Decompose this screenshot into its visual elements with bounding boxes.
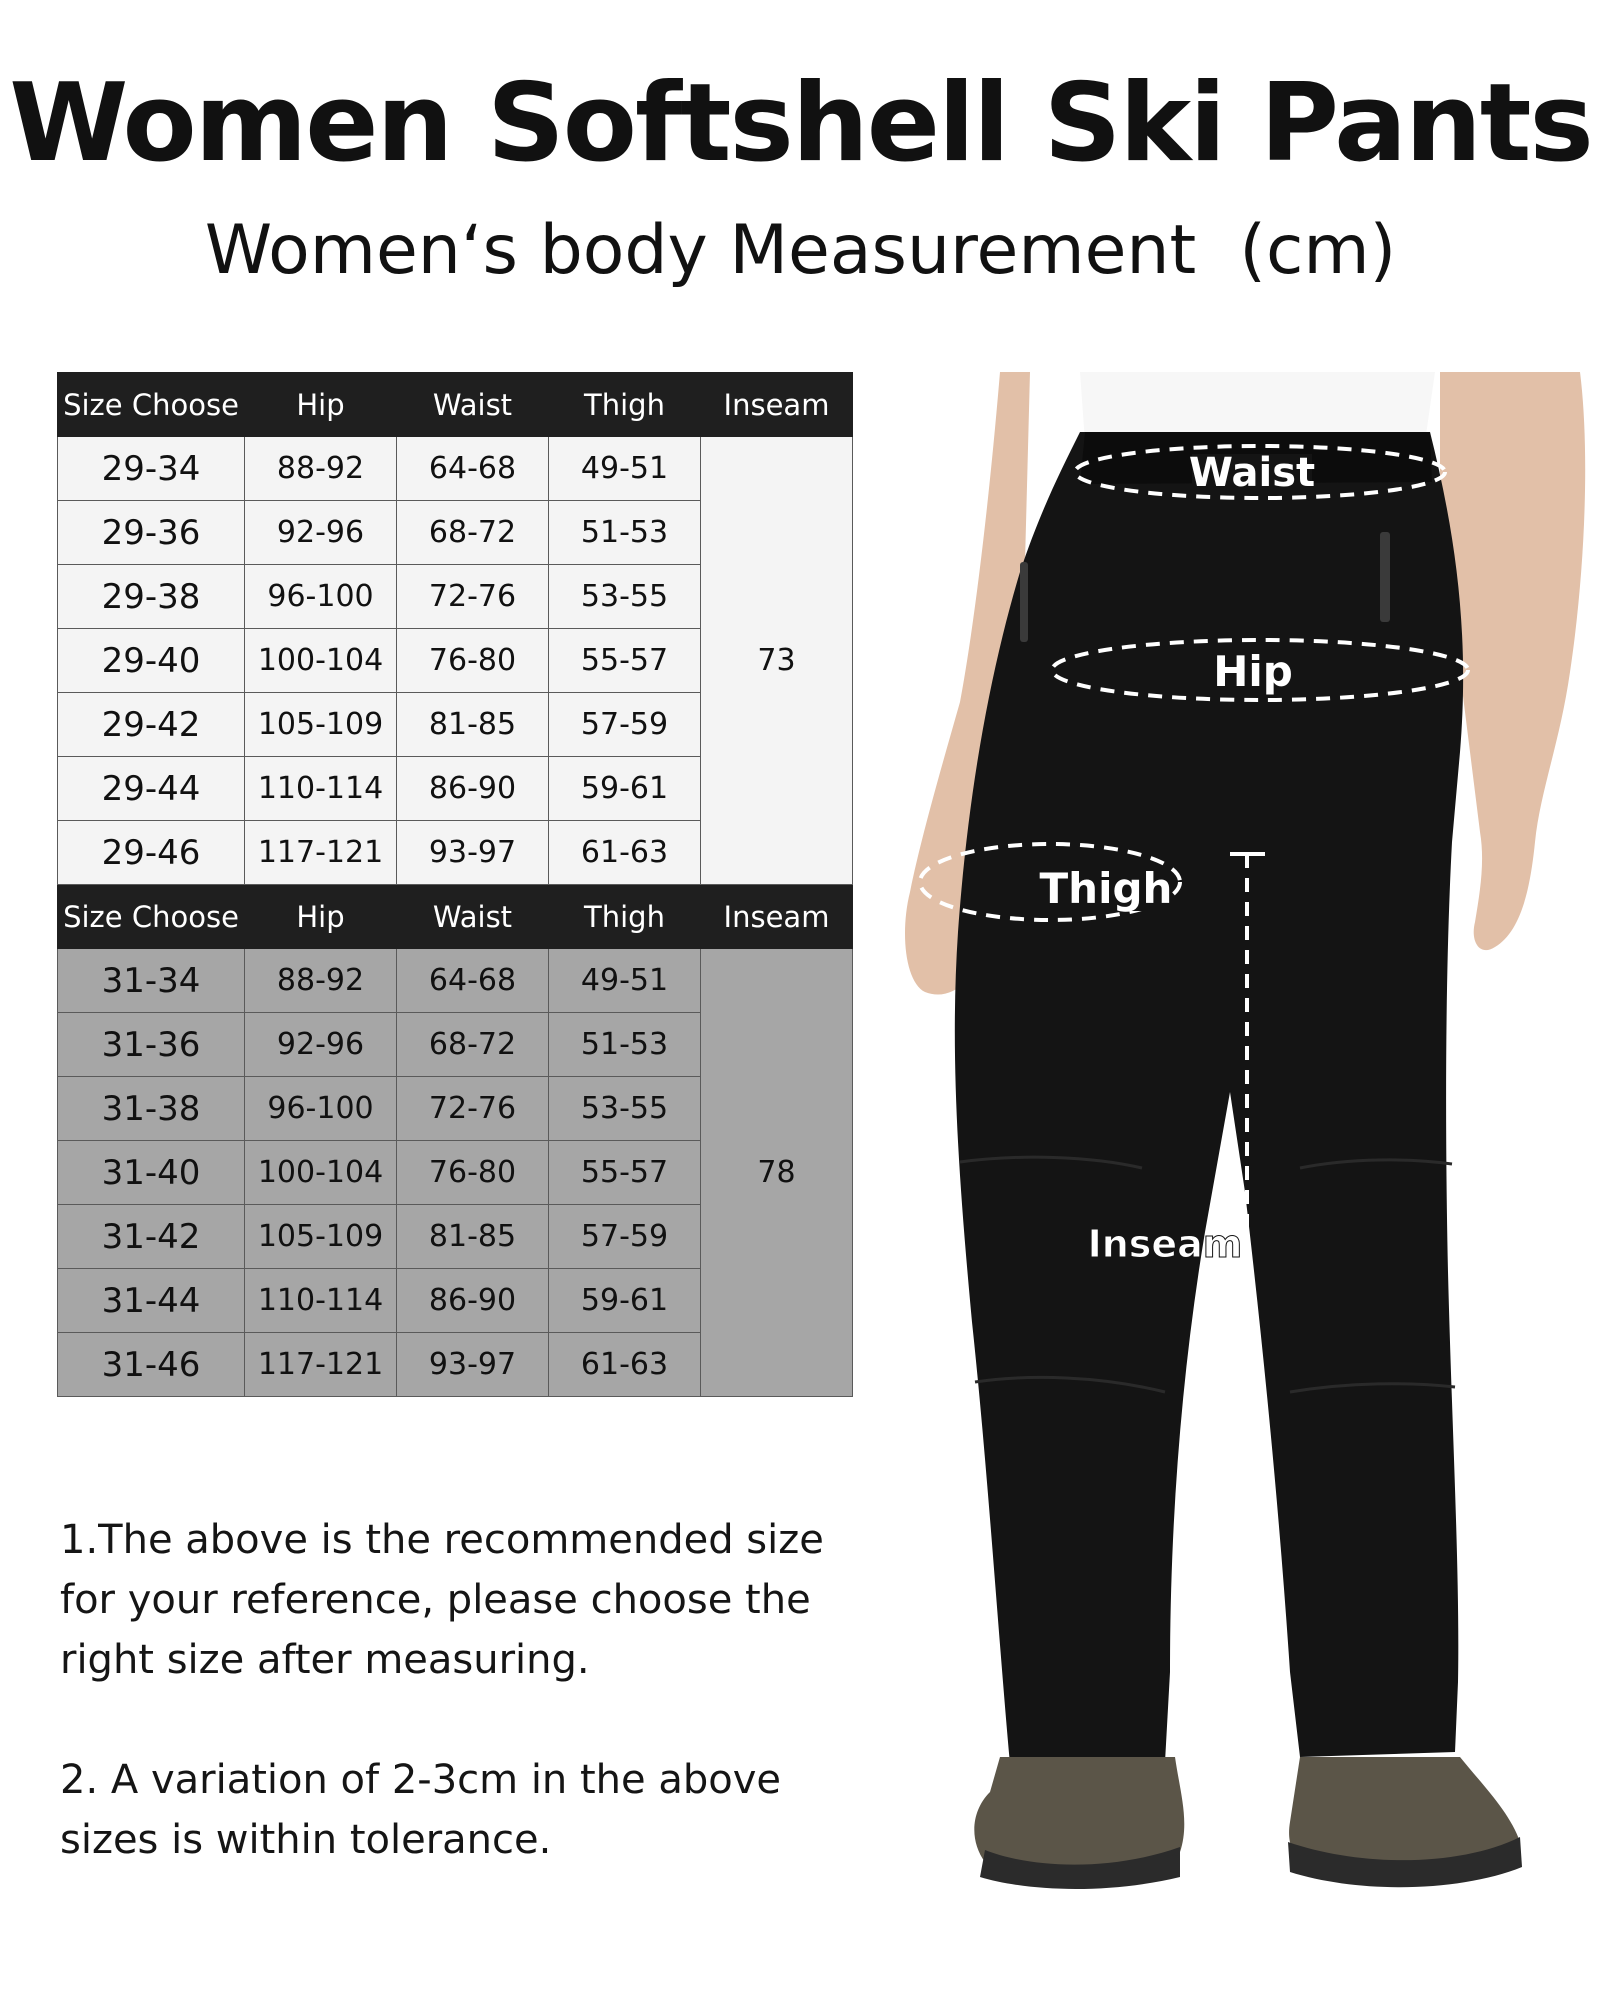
hip-cell: 88-92 <box>245 437 397 501</box>
waist-cell: 64-68 <box>397 949 549 1013</box>
size-cell: 31-34 <box>58 949 245 1013</box>
header-size: Size Choose <box>58 885 245 949</box>
size-chart-table <box>57 372 853 1397</box>
inseam-cell: 73 <box>701 437 853 885</box>
thigh-cell: 49-51 <box>549 949 701 1013</box>
table-row <box>58 949 853 1013</box>
hip-cell: 100-104 <box>245 629 397 693</box>
thigh-cell: 55-57 <box>549 1141 701 1205</box>
thigh-cell: 53-55 <box>549 1077 701 1141</box>
waist-cell: 93-97 <box>397 821 549 885</box>
waist-cell: 81-85 <box>397 693 549 757</box>
thigh-cell: 49-51 <box>549 437 701 501</box>
size-cell: 29-36 <box>58 501 245 565</box>
thigh-cell: 59-61 <box>549 1269 701 1333</box>
hip-cell: 110-114 <box>245 1269 397 1333</box>
header-size: Size Choose <box>58 373 245 437</box>
table-header-row <box>58 373 853 437</box>
size-group-29 <box>58 437 853 885</box>
waist-cell: 72-76 <box>397 565 549 629</box>
left-pocket-zipper <box>1020 562 1028 642</box>
table-row <box>58 437 853 501</box>
hip-cell: 117-121 <box>245 1333 397 1397</box>
waist-cell: 86-90 <box>397 757 549 821</box>
header-thigh: Thigh <box>549 885 701 949</box>
inseam-cell: 78 <box>701 949 853 1397</box>
hip-cell: 105-109 <box>245 693 397 757</box>
waist-cell: 93-97 <box>397 1333 549 1397</box>
black-pants <box>955 432 1463 1764</box>
header-thigh: Thigh <box>549 373 701 437</box>
thigh-cell: 57-59 <box>549 693 701 757</box>
size-group-31 <box>58 885 853 1397</box>
page-title: Women Softshell Ski Pants <box>9 61 1592 186</box>
header-inseam: Inseam <box>701 373 853 437</box>
size-cell: 29-46 <box>58 821 245 885</box>
hip-cell: 105-109 <box>245 1205 397 1269</box>
hip-cell: 96-100 <box>245 565 397 629</box>
thigh-cell: 51-53 <box>549 501 701 565</box>
hip-cell: 92-96 <box>245 1013 397 1077</box>
hip-cell: 110-114 <box>245 757 397 821</box>
thigh-cell: 51-53 <box>549 1013 701 1077</box>
thigh-cell: 55-57 <box>549 629 701 693</box>
header-hip: Hip <box>245 885 397 949</box>
hip-label: Hip <box>1213 647 1293 696</box>
size-cell: 31-42 <box>58 1205 245 1269</box>
size-cell: 31-44 <box>58 1269 245 1333</box>
waist-cell: 86-90 <box>397 1269 549 1333</box>
waist-cell: 68-72 <box>397 1013 549 1077</box>
size-cell: 31-46 <box>58 1333 245 1397</box>
waist-label: Waist <box>1188 450 1316 496</box>
waist-cell: 68-72 <box>397 501 549 565</box>
table-header-row-2 <box>58 885 853 949</box>
size-notes <box>60 1510 860 1930</box>
hip-cell: 92-96 <box>245 501 397 565</box>
thigh-cell: 61-63 <box>549 1333 701 1397</box>
waist-cell: 64-68 <box>397 437 549 501</box>
waist-cell: 81-85 <box>397 1205 549 1269</box>
size-cell: 29-44 <box>58 757 245 821</box>
page-subtitle: Women‘s body Measurement (cm) <box>204 211 1397 290</box>
hip-cell: 117-121 <box>245 821 397 885</box>
thigh-cell: 59-61 <box>549 757 701 821</box>
thigh-cell: 53-55 <box>549 565 701 629</box>
header-waist: Waist <box>397 885 549 949</box>
size-cell: 31-40 <box>58 1141 245 1205</box>
size-cell: 29-38 <box>58 565 245 629</box>
waist-cell: 72-76 <box>397 1077 549 1141</box>
hip-cell: 100-104 <box>245 1141 397 1205</box>
size-cell: 31-38 <box>58 1077 245 1141</box>
thigh-label: Thigh <box>1039 864 1173 913</box>
size-cell: 29-34 <box>58 437 245 501</box>
header-waist: Waist <box>397 373 549 437</box>
shirt <box>1080 372 1435 442</box>
size-cell: 29-42 <box>58 693 245 757</box>
thigh-cell: 57-59 <box>549 1205 701 1269</box>
waist-cell: 76-80 <box>397 629 549 693</box>
waist-cell: 76-80 <box>397 1141 549 1205</box>
note-2: 2. A variation of 2-3cm in the above sizes is within tolerance. <box>60 1757 782 1863</box>
header-hip: Hip <box>245 373 397 437</box>
thigh-cell: 61-63 <box>549 821 701 885</box>
size-cell: 31-36 <box>58 1013 245 1077</box>
size-cell: 29-40 <box>58 629 245 693</box>
note-1: 1.The above is the recommended size for your reference, please choose the right size after measuring. <box>60 1517 824 1683</box>
hip-cell: 88-92 <box>245 949 397 1013</box>
inseam-label: Inseam <box>1087 1222 1243 1266</box>
header-inseam: Inseam <box>701 885 853 949</box>
hip-cell: 96-100 <box>245 1077 397 1141</box>
right-pocket-zipper <box>1380 532 1390 622</box>
pants-model-photo <box>880 372 1590 1972</box>
